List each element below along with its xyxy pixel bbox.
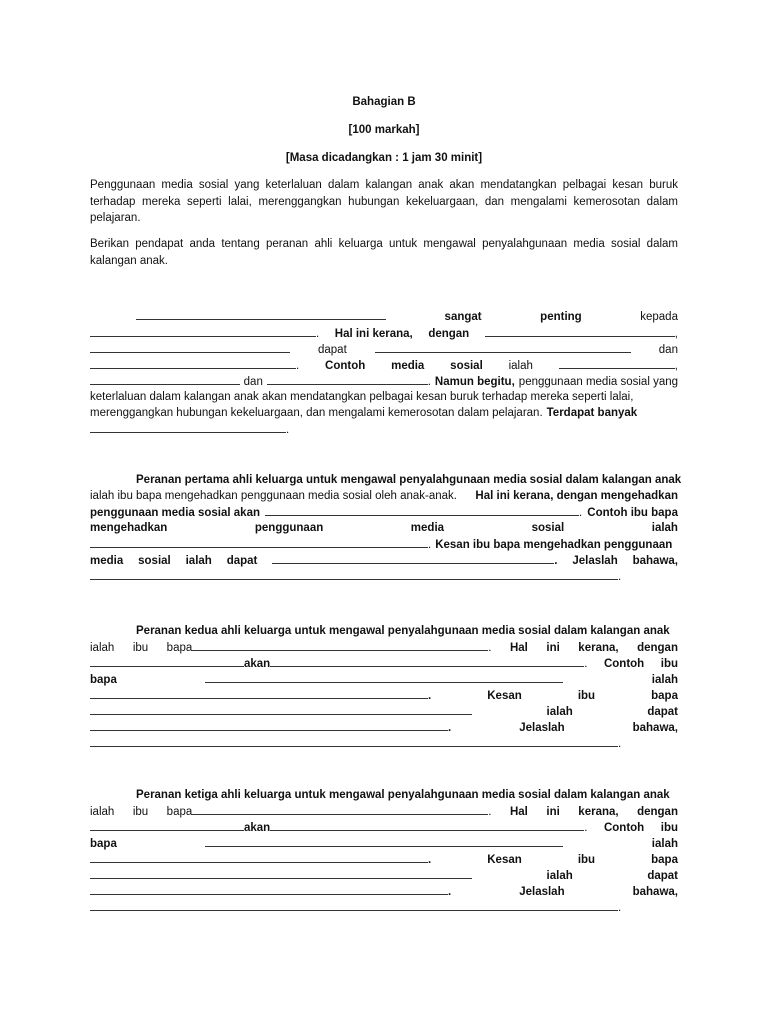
fill-blank[interactable] [90,655,244,667]
third-role-line-5: . Kesan ibu bapa [90,851,678,868]
third-role-line-2: ialah ibu bapa . Hal ini kerana, dengan [90,803,678,820]
fill-blank[interactable] [205,671,563,683]
fill-blank[interactable] [272,552,554,564]
second-role-line-8: . [90,735,678,752]
intro-paragraph: Penggunaan media sosial yang keterlaluan dalam kalangan anak akan mendatangkan pelbagai kesan buruk terhadap mereka seperti lalai, merenggangkan hubungan kekeluargaan, dan mengalami kemerosotan dalam pelajaran. [90,179,678,224]
fill-blank[interactable] [192,803,488,815]
third-role-line-3: akan . Contoh ibu [90,819,678,836]
second-role-line-6: ialah dapat [90,703,678,720]
first-role-line-2: ialah ibu bapa mengehadkan penggunaan media sosial oleh anak-anak. Hal ini kerana, dengan mengehadkan [90,490,678,502]
first-role-heading: Peranan pertama ahli keluarga untuk mengawal penyalahgunaan media sosial dalam kalangan anak [136,474,682,486]
fill-blank[interactable] [90,867,472,879]
intro-line-5: dan . Namun begitu, penggunaan media sosial yang [90,373,678,390]
fill-blank[interactable] [90,703,472,715]
fill-blank[interactable] [90,341,290,353]
third-role-line-6: ialah dapat [90,867,678,884]
fill-blank[interactable] [90,687,428,699]
third-role-line-7: . Jelaslah bahawa, [90,883,678,900]
second-role-line-4: bapa ialah [90,671,678,688]
fill-blank[interactable] [267,373,428,385]
fill-blank[interactable] [90,373,240,385]
fill-blank[interactable] [485,325,675,337]
question-prompt: Berikan pendapat anda tentang peranan ahli keluarga untuk mengawal penyalahgunaan media sosial dalam kalangan anak. [90,238,678,267]
suggested-time: [Masa dicadangkan : 1 jam 30 minit] [285,152,483,164]
intro-line-8: . [90,421,678,438]
fill-blank[interactable] [90,719,448,731]
fill-blank[interactable] [559,357,675,369]
first-role-line-4: mengehadkan penggunaan media sosial ialah [90,522,678,534]
third-role-heading: Peranan ketiga ahli keluarga untuk mengawal penyalahgunaan media sosial dalam kalangan anak [136,789,670,801]
fill-blank[interactable] [90,568,618,580]
fill-blank[interactable] [136,308,386,320]
fill-blank[interactable] [90,735,618,747]
fill-blank[interactable] [205,835,563,847]
fill-blank[interactable] [90,819,244,831]
second-role-line-3: akan . Contoh ibu [90,655,678,672]
fill-blank[interactable] [90,851,428,863]
second-role-heading: Peranan kedua ahli keluarga untuk mengawal penyalahgunaan media sosial dalam kalangan anak [136,625,670,637]
total-marks: [100 markah] [348,124,420,136]
first-role-line-3: penggunaan media sosial akan . Contoh ibu bapa [90,504,678,521]
fill-blank[interactable] [90,536,428,548]
section-title: Bahagian B [352,96,416,108]
second-role-line-2: ialah ibu bapa . Hal ini kerana, dengan [90,639,678,656]
first-role-line-5: . Kesan ibu bapa mengehadkan penggunaan [90,536,678,553]
fill-blank[interactable] [270,819,584,831]
second-role-line-7: . Jelaslah bahawa, [90,719,678,736]
fill-blank[interactable] [90,357,296,369]
intro-line-4: . Contoh media sosial ialah , [90,357,678,374]
third-role-line-4: bapa ialah [90,835,678,852]
intro-line-3: dapat dan [90,341,678,358]
fill-blank[interactable] [192,639,488,651]
fill-blank[interactable] [90,325,316,337]
second-role-line-5: . Kesan ibu bapa [90,687,678,704]
first-role-line-6: media sosial ialah dapat . Jelaslah bahawa, [90,552,678,569]
fill-blank[interactable] [270,655,584,667]
fill-blank[interactable] [90,421,286,433]
fill-blank[interactable] [90,899,618,911]
intro-line-7: merenggangkan hubungan kekeluargaan, dan mengalami kemerosotan dalam pelajaran. Terdapat banyak [90,407,638,419]
fill-blank[interactable] [375,341,631,353]
first-role-line-7: . [90,568,678,585]
intro-line-1: sangat penting kepada [136,308,678,325]
intro-line-2: . Hal ini kerana, dengan , [90,325,678,342]
intro-line-6: keterlaluan dalam kalangan anak akan mendatangkan pelbagai kesan buruk terhadap mereka seperti lalai, [90,391,634,403]
third-role-line-8: . [90,899,678,916]
fill-blank[interactable] [90,883,448,895]
fill-blank[interactable] [265,504,579,516]
